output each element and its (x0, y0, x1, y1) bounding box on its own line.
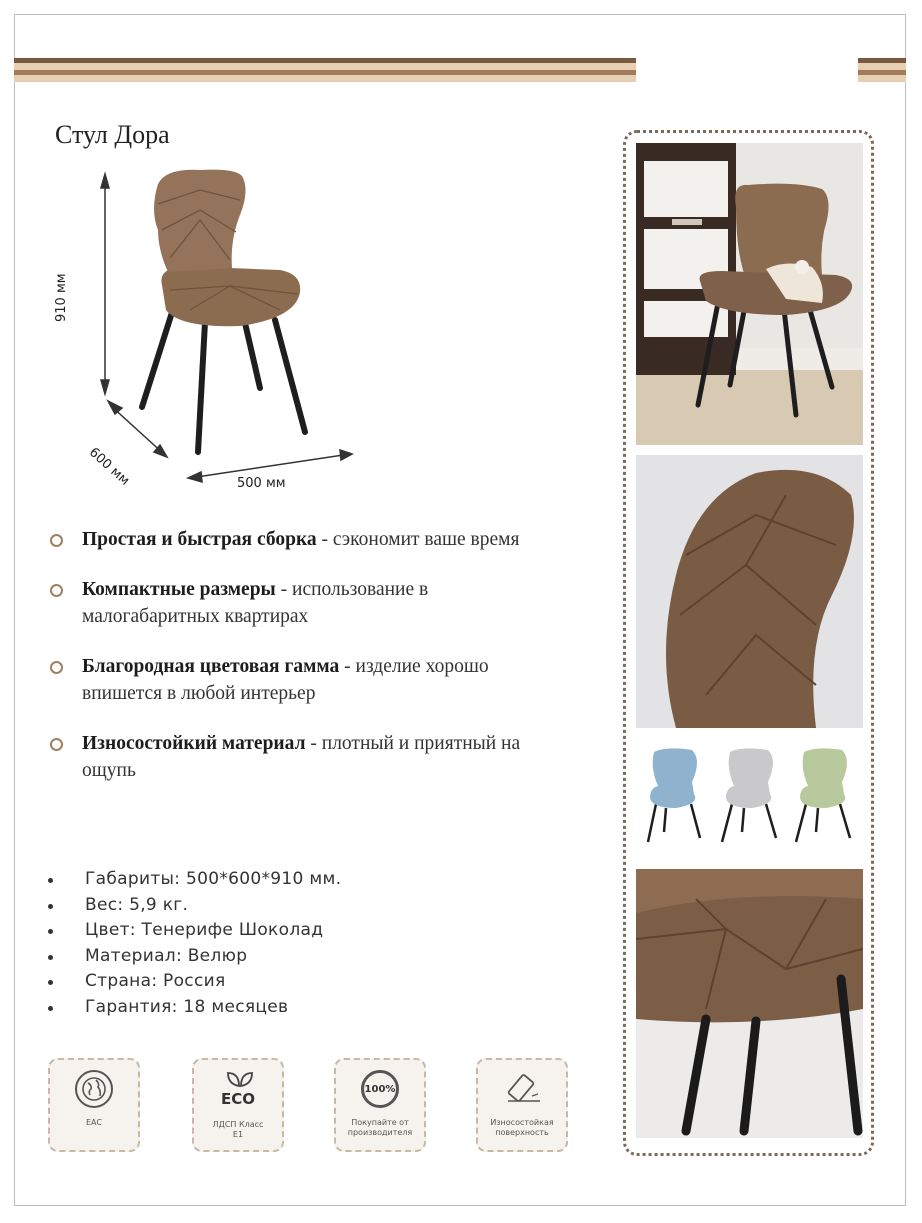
dimension-depth-label: 600 мм (85, 445, 133, 489)
bullet-ring-icon (50, 534, 63, 547)
spec-item: Гарантия: 18 месяцев (48, 995, 341, 1021)
badge-eco: ECO ЛДСП Класс Е1 (192, 1058, 284, 1152)
badge-wear-resistant: Износостойкая поверхность (476, 1058, 568, 1152)
header-stripes-right (858, 58, 906, 82)
photo-interior (636, 143, 863, 445)
dimension-diagram (70, 160, 370, 500)
hundred-percent-icon: 100% (361, 1070, 399, 1108)
badge-eac: EAC (48, 1058, 140, 1152)
spec-list (48, 867, 341, 1021)
spec-item: Вес: 5,9 кг. (48, 893, 341, 919)
dimension-height-label: 910 мм (54, 273, 69, 322)
eco-leaf-icon (224, 1070, 256, 1092)
dimension-width-label: 500 мм (237, 476, 286, 491)
feature-item: Компактные размеры - использование в малогабаритных квартирах (50, 576, 570, 630)
eraser-icon (504, 1072, 544, 1108)
photo-seat-closeup (636, 869, 863, 1138)
globe-icon (75, 1070, 113, 1108)
product-title: Стул Дора (55, 120, 170, 149)
feature-item: Простая и быстрая сборка - сэкономит ваше время (50, 526, 570, 553)
spec-item: Материал: Велюр (48, 944, 341, 970)
spec-item: Габариты: 500*600*910 мм. (48, 867, 341, 893)
bullet-ring-icon (50, 661, 63, 674)
spec-item: Цвет: Тенерифе Шоколад (48, 918, 341, 944)
spec-item: Страна: Россия (48, 969, 341, 995)
feature-item: Благородная цветовая гамма - изделие хорошо впишется в любой интерьер (50, 653, 570, 707)
badge-producer: 100% Покупайте от производителя (334, 1058, 426, 1152)
photo-color-variants (636, 742, 863, 854)
bullet-ring-icon (50, 584, 63, 597)
bullet-ring-icon (50, 738, 63, 751)
header-stripes-left (14, 58, 636, 82)
photo-backrest-closeup (636, 455, 863, 728)
feature-list (50, 526, 570, 807)
feature-item: Износостойкий материал - плотный и приятный на ощупь (50, 730, 570, 784)
